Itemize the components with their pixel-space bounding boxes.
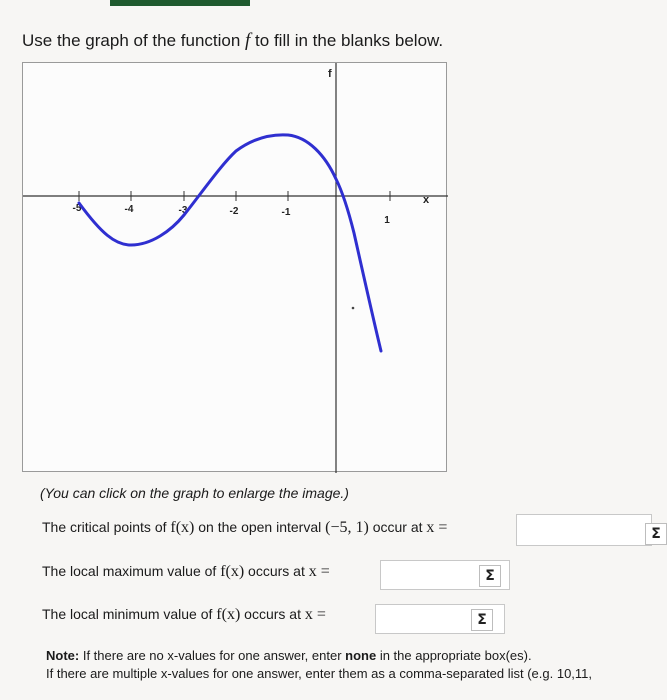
heading-text-pre: Use the graph of the function [22,31,246,50]
note-none-keyword: none [345,648,377,663]
heading-text-post: to fill in the blanks below. [250,31,444,50]
q1-pre: The critical points of [42,519,171,535]
q1-post: occur at [368,519,427,535]
q3-post: occurs at [240,606,305,622]
question-local-minimum [42,606,326,624]
note-label: Note: [46,648,80,663]
q3-eq: x = [304,606,326,623]
q2-post: occurs at [244,563,309,579]
q2-fx: f(x) [220,563,245,580]
question-critical-points [42,519,447,537]
tick-label-neg1: -1 [281,207,291,218]
q1-eq: x = [426,519,448,536]
tick-label-neg3: -3 [178,205,188,216]
q2-pre: The local maximum value of [42,563,221,579]
tick-label-neg5: -5 [72,203,82,214]
sigma-icon[interactable]: Σ [645,523,667,545]
question-local-maximum [42,563,330,581]
tick-label-neg4: -4 [124,204,134,215]
enlarge-note: (You can click on the graph to enlarge the image.) [40,485,349,501]
q1-fx: f(x) [170,519,195,536]
sigma-icon[interactable]: Σ [479,565,501,587]
curve-label: f [328,68,332,80]
x-axis-label: x [423,194,430,206]
note-text-a: If there are no x-values for one answer, enter [79,648,346,663]
sigma-icon[interactable]: Σ [471,609,493,631]
q1-mid: on the open interval [194,519,326,535]
tick-label-1: 1 [384,215,390,226]
tick-label-neg2: -2 [229,206,239,217]
note-line-1 [46,648,532,663]
q1-interval: (−5, 1) [325,519,369,536]
top-accent-bar [110,0,250,6]
stray-dot [352,307,355,310]
function-graph[interactable] [22,62,447,472]
critical-points-answer-input[interactable] [516,514,652,546]
page-title [22,30,443,52]
note-line-2: If there are multiple x-values for one answer, enter them as a comma-separated list (e.g. 10,11, [46,666,593,681]
q3-fx: f(x) [216,606,241,623]
q2-eq: x = [308,563,330,580]
note-text-c: in the appropriate box(es). [376,648,532,663]
heading-function-name: f [245,30,251,51]
q3-pre: The local minimum value of [42,606,217,622]
